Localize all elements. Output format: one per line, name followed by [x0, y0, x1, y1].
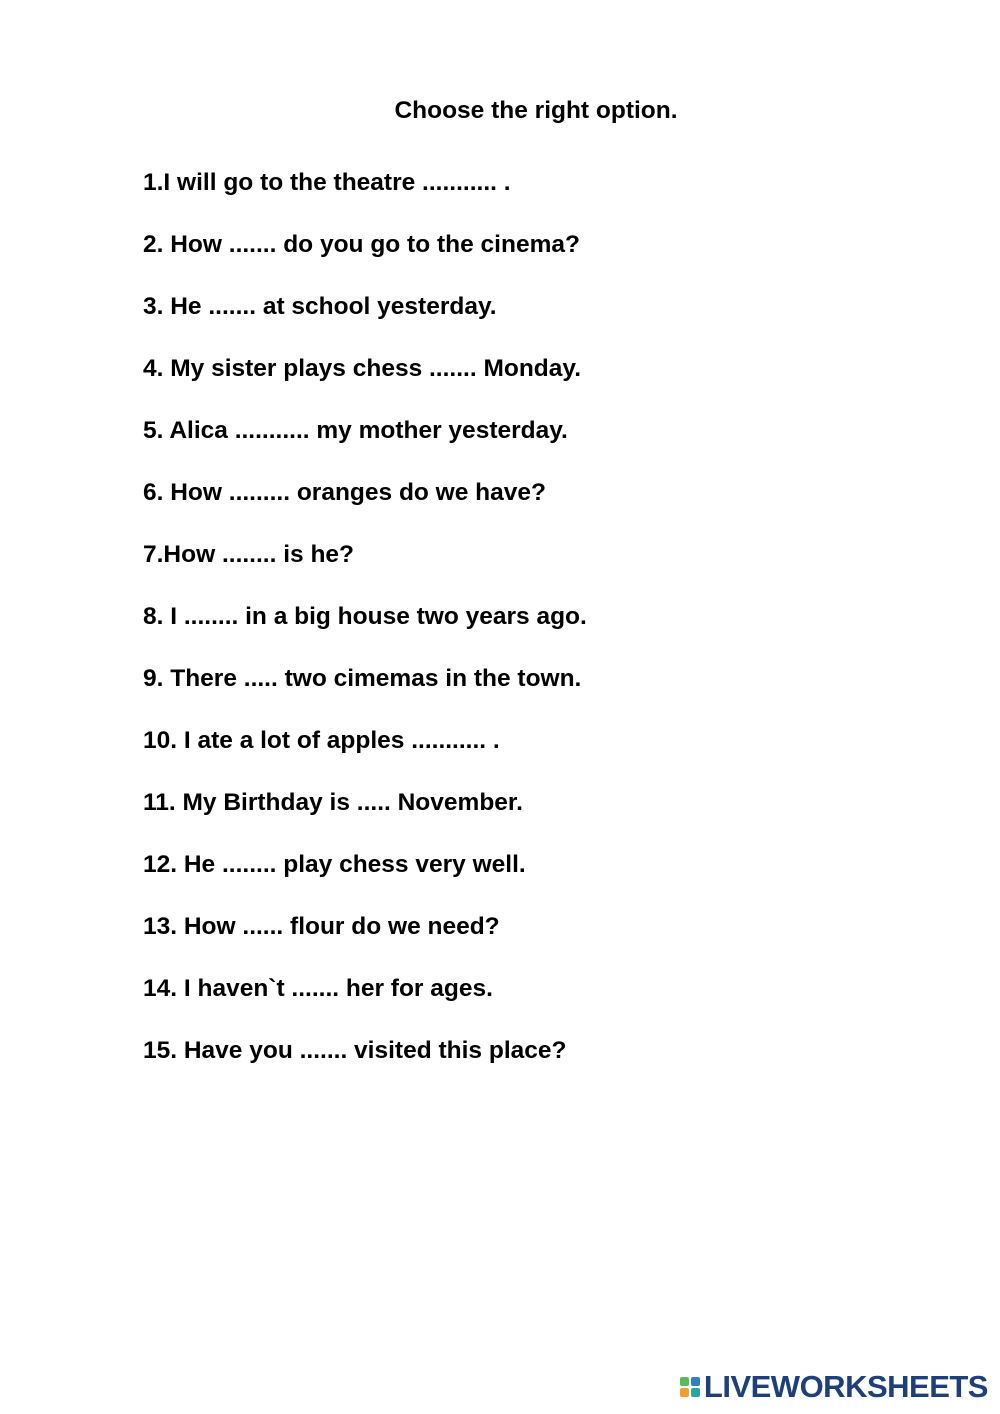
- logo-square-orange: [680, 1388, 689, 1397]
- question-item: 9. There ..... two cimemas in the town.: [143, 665, 582, 692]
- question-list: [143, 166, 587, 1096]
- question-item: 5. Alica ........... my mother yesterday.: [143, 417, 568, 444]
- liveworksheets-logo: [680, 1370, 988, 1404]
- question-item: 11. My Birthday is ..... November.: [143, 789, 523, 816]
- question-item: 1.I will go to the theatre ........... .: [143, 169, 511, 196]
- logo-text: LIVEWORKSHEETS: [703, 1369, 988, 1404]
- question-item: 8. I ........ in a big house two years ago.: [143, 603, 587, 630]
- question-item: 6. How ......... oranges do we have?: [143, 479, 546, 506]
- question-item: 12. He ........ play chess very well.: [143, 851, 526, 878]
- question-item: 7.How ........ is he?: [143, 541, 355, 568]
- question-item: 2. How ....... do you go to the cinema?: [143, 231, 580, 258]
- question-item: 4. My sister plays chess ....... Monday.: [143, 355, 581, 382]
- question-item: 15. Have you ....... visited this place?: [143, 1037, 567, 1064]
- question-item: 13. How ...... flour do we need?: [143, 913, 500, 940]
- logo-square-green: [680, 1377, 689, 1386]
- question-item: 14. I haven`t ....... her for ages.: [143, 975, 493, 1002]
- logo-square-blue: [691, 1377, 700, 1386]
- liveworksheets-logo-icon: [680, 1377, 700, 1397]
- question-item: 10. I ate a lot of apples ........... .: [143, 727, 500, 754]
- logo-square-teal: [691, 1388, 700, 1397]
- question-item: 3. He ....... at school yesterday.: [143, 293, 497, 320]
- page-title: Choose the right option.: [394, 97, 678, 124]
